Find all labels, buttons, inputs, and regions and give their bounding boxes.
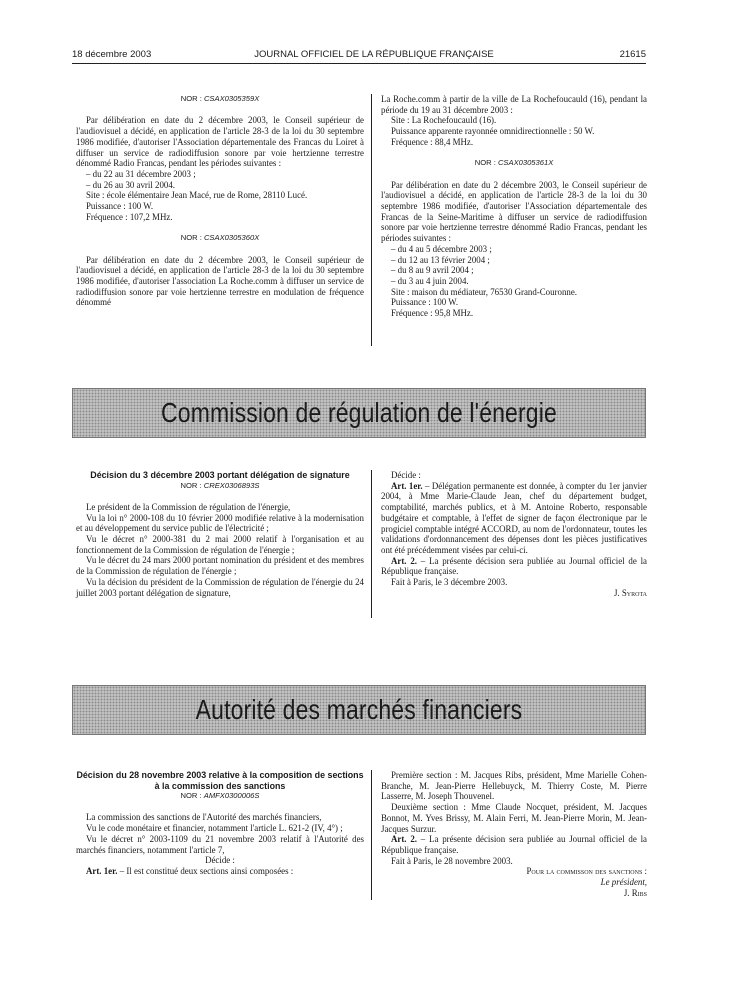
paragraph: Fait à Paris, le 3 décembre 2003. (391, 577, 508, 588)
article-paragraph (381, 834, 647, 855)
section-banner-cre (72, 388, 646, 438)
nor-label: NOR : (180, 94, 202, 103)
article-label: Art. 1er. (86, 865, 118, 876)
decision-title: Décision du 3 décembre 2003 portant délégation de signature (90, 470, 350, 480)
paragraph: Première section : M. Jacques Ribs, président, Mme Marielle Cohen-Branche, M. Jean-Pierre Hellebuyck, M. Thierry Coste, M. Pierre Lasserre, M. Joseph Thouvenel. (381, 770, 647, 802)
article-text: – Délégation permanente est donnée, à compter du 1er janvier 2004, à Mme Marie-Claude Jean, chef du département budget, comptabilité, marchés publics, et à M. Antoine Roberto, responsable budgétaire et comptable, à l'effet de signer de façon électronique par le progiciel comptable intégré ACCORD, au nom de l'ordonnateur, toutes les validations d'ordonnancement des dépenses dont les pièces justificatives ont été précédemment visées par celui-ci. (381, 480, 647, 555)
paragraph: Site : maison du médiateur, 76530 Grand-Couronne. (391, 286, 577, 297)
paragraph: Vu la décision du président de la Commission de régulation de l'énergie du 24 juillet 2003 portant délégation de signature, (76, 576, 364, 598)
nor-reference (76, 94, 364, 105)
paragraph: La Roche.comm à partir de la ville de La Rochefoucauld (16), pendant la période du 19 au 31 décembre 2003 : (381, 94, 647, 115)
section-banner-amf (72, 685, 646, 735)
spacer (76, 802, 364, 813)
article-paragraph (381, 556, 647, 577)
nor-reference (381, 158, 647, 169)
spacer (381, 169, 647, 180)
article-label: Art. 2. (391, 555, 417, 566)
paragraph: Puissance : 100 W. (86, 201, 154, 212)
spacer (381, 148, 647, 159)
nor-code: CSAX0305360X (203, 233, 260, 243)
section-cre-right-column (381, 470, 647, 598)
column-separator (371, 470, 372, 618)
nor-reference (76, 233, 364, 244)
paragraph: Deuxième section : Mme Claude Nocquet, président, M. Jacques Bonnot, M. Yves Brissy, M. Alain Ferri, M. Jean-Pierre Morin, M. Jean-Jacques Surzur. (381, 802, 647, 834)
signature: J. Syrota (613, 587, 647, 598)
paragraph: – du 22 au 31 décembre 2003 ; (86, 168, 196, 179)
paragraph: Fréquence : 95,8 MHz. (391, 308, 474, 319)
nor-code: AMFX0300006S (203, 791, 260, 800)
paragraph: Vu le décret du 24 mars 2000 portant nomination du président et des membres de la Commission de régulation de l'énergie ; (76, 555, 364, 577)
article-label: Art. 1er. (391, 480, 423, 491)
spacer (76, 491, 364, 502)
paragraph: Par délibération en date du 2 décembre 2003, le Conseil supérieur de l'audiovisuel a décidé, en application de l'article 28-3 de la loi du 30 septembre 1986 modifiée, d'autoriser l'association La Roche.comm à diffuser un service de radiodiffusion sonore par voie hertzienne terrestre en modulation de fréquence dénommé (76, 254, 364, 308)
section-csa-right-column (381, 94, 647, 319)
signature: J. Ribs (623, 887, 647, 898)
article-text: – La présente décision sera publiée au Journal officiel de la République française. (381, 834, 647, 855)
header-date: 18 décembre 2003 (72, 49, 152, 60)
paragraph: Décide : (391, 470, 421, 480)
paragraph: Site : école élémentaire Jean Macé, rue de Rome, 28110 Lucé. (86, 190, 308, 201)
paragraph: – du 12 au 13 février 2004 ; (391, 254, 490, 265)
paragraph: Fréquence : 88,4 MHz. (391, 136, 474, 147)
banner-title: Commission de régulation de l'énergie (161, 397, 557, 428)
paragraph: – du 4 au 5 décembre 2003 ; (391, 243, 492, 254)
header-journal-title: JOURNAL OFFICIEL DE LA RÉPUBLIQUE FRANÇAISE (254, 49, 494, 60)
nor-code: CSAX0305361X (497, 158, 554, 168)
article-paragraph (381, 481, 647, 556)
nor-label: NOR : (180, 480, 202, 490)
header-page-number: 21615 (619, 49, 646, 60)
header-rule (72, 63, 646, 64)
spacer (76, 244, 364, 255)
paragraph: Par délibération en date du 2 décembre 2003, le Conseil supérieur de l'audiovisuel a décidé, en application de l'article 28-3 de la loi du 30 septembre 1986 modifiée, d'autoriser l'Association départementale des Francas du Loiret à diffuser un service de radiodiffusion sonore par voie hertzienne terrestre dénommé Radio Francas, pendant les périodes suivantes : (76, 115, 364, 169)
nor-code: CSAX0305359X (203, 94, 260, 103)
spacer (76, 105, 364, 116)
section-csa-left-column (76, 94, 364, 308)
section-amf-right-column (381, 770, 647, 898)
paragraph: – du 26 au 30 avril 2004. (86, 179, 175, 190)
nor-label: NOR : (180, 233, 202, 243)
nor-label: NOR : (180, 791, 202, 800)
paragraph: Vu le décret n° 2003-1109 du 21 novembre 2003 relatif à l'Autorité des marchés financiers, notamment l'article 7, (76, 833, 364, 855)
paragraph: – du 3 au 4 juin 2004. (391, 275, 469, 286)
paragraph: La commission des sanctions de l'Autorité des marchés financiers, (86, 812, 322, 823)
paragraph: Vu le code monétaire et financier, notamment l'article L. 621-2 (IV, 4°) ; (86, 823, 343, 834)
nor-code: CREX0306893S (203, 480, 260, 490)
signature: Le président, (600, 877, 647, 888)
article-paragraph (76, 866, 364, 877)
paragraph: Vu la loi n° 2000-108 du 10 février 2000 modifiée relative à la modernisation et au développement du service public de l'électricité ; (76, 512, 364, 534)
section-cre-left-column (76, 470, 364, 598)
section-amf-left-column (76, 770, 364, 877)
nor-reference (76, 481, 364, 492)
signature: Pour la commisson des sanctions : (526, 866, 647, 877)
paragraph: Fait à Paris, le 28 novembre 2003. (391, 855, 513, 866)
nor-reference (76, 791, 364, 802)
column-separator (371, 770, 372, 900)
article-text: – La présente décision sera publiée au Journal officiel de la République française. (381, 555, 647, 577)
paragraph: – du 8 au 9 avril 2004 ; (391, 265, 474, 276)
nor-label: NOR : (474, 158, 496, 168)
paragraph: Fréquence : 107,2 MHz. (86, 211, 173, 222)
paragraph: Vu le décret n° 2000-381 du 2 mai 2000 relatif à l'organisation et au fonctionnement de la Commission de régulation de l'énergie ; (76, 534, 364, 555)
paragraph: Décide : (205, 855, 235, 866)
decision-title: Décision du 28 novembre 2003 relative à la composition de sections à la commission des sanctions (76, 770, 364, 791)
paragraph: Site : La Rochefoucauld (16). (391, 115, 497, 126)
spacer (76, 222, 364, 233)
article-label: Art. 2. (391, 834, 417, 845)
paragraph: Par délibération en date du 2 décembre 2003, le Conseil supérieur de l'audiovisuel a décidé, en application de l'article 28-3 de la loi du 30 septembre 1986 modifiée, d'autoriser l'Association départementale des Francas de la Seine-Maritime à diffuser un service de radiodiffusion sonore par voie hertzienne terrestre dénommé Radio Francas, pendant les périodes suivantes : (381, 179, 647, 244)
banner-title: Autorité des marchés financiers (195, 694, 523, 725)
paragraph: Le président de la Commission de régulation de l'énergie, (86, 501, 291, 512)
paragraph: Puissance apparente rayonnée omnidirectionnelle : 50 W. (391, 126, 595, 137)
paragraph: Puissance : 100 W. (391, 297, 459, 308)
article-text: – Il est constitué deux sections ainsi composées : (117, 865, 294, 876)
column-separator (371, 94, 372, 346)
